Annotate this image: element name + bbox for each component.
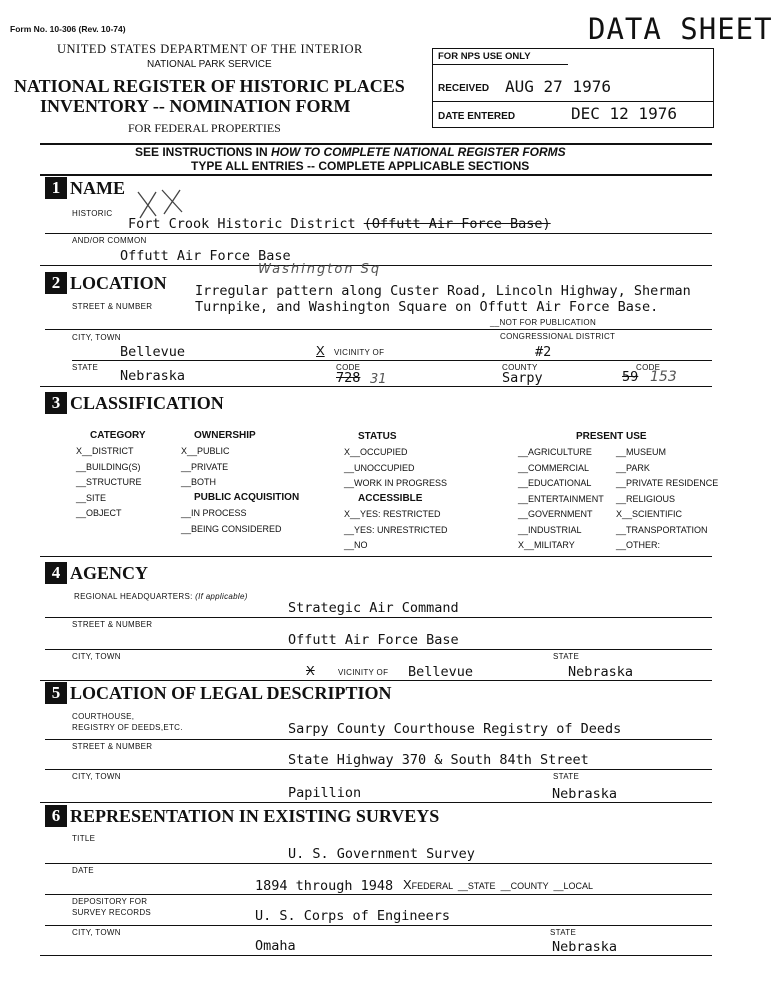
survey-records-label: SURVEY RECORDS xyxy=(72,908,152,917)
hq-label: REGIONAL HEADQUARTERS: (If applicable) xyxy=(74,592,248,601)
city-label: CITY, TOWN xyxy=(72,772,121,781)
checkbox-object[interactable]: __OBJECT xyxy=(76,508,122,518)
checkbox-educational[interactable]: __EDUCATIONAL xyxy=(518,478,592,488)
state-label: STATE xyxy=(553,772,580,781)
ownership-heading: OWNERSHIP xyxy=(194,430,256,441)
present-use-col2 xyxy=(616,445,718,554)
hq-value: Strategic Air Command xyxy=(288,600,459,616)
section-number: 3 xyxy=(45,392,67,414)
nps-use-box xyxy=(432,48,714,128)
checkbox-federal[interactable]: XFEDERAL xyxy=(403,877,453,892)
state-label: STATE xyxy=(553,652,580,661)
historic-name: Fort Crook Historic District (Offutt Air Force Base) xyxy=(128,216,551,232)
section-4-header xyxy=(45,562,148,584)
checkbox-industrial[interactable]: __INDUSTRIAL xyxy=(518,524,582,535)
status-options xyxy=(344,445,447,492)
state-label: STATE xyxy=(72,363,99,372)
checkbox-entertainment[interactable]: __ENTERTAINMENT xyxy=(518,493,604,504)
category-heading: CATEGORY xyxy=(90,430,146,441)
checkbox-district[interactable]: X__DISTRICT xyxy=(76,446,134,456)
checkbox-both[interactable]: __BOTH xyxy=(181,477,217,487)
common-label: AND/OR COMMON xyxy=(72,236,147,245)
handwritten-note: Washington Sq xyxy=(258,262,382,277)
vicinity-label: VICINITY OF xyxy=(334,348,385,357)
section-3-header xyxy=(45,392,224,414)
date-entered-label: DATE ENTERED xyxy=(438,111,516,122)
city-value: Papillion xyxy=(288,785,362,801)
courthouse-value: Sarpy County Courthouse Registry of Deeds xyxy=(288,721,622,737)
city-label: CITY, TOWN xyxy=(72,928,121,937)
section-title: LOCATION OF LEGAL DESCRIPTION xyxy=(70,683,392,703)
checkbox-yes-restricted[interactable]: X__YES: RESTRICTED xyxy=(344,509,441,519)
form-number: Form No. 10-306 (Rev. 10-74) xyxy=(10,24,126,34)
code2-value: 59 xyxy=(622,369,639,385)
street-line-1: Irregular pattern along Custer Road, Lincoln Highway, Sherman xyxy=(195,283,691,299)
section-number: 6 xyxy=(45,805,67,827)
service-name: NATIONAL PARK SERVICE xyxy=(147,59,272,70)
section-title: REPRESENTATION IN EXISTING SURVEYS xyxy=(70,806,440,826)
section-number: 5 xyxy=(45,682,67,704)
checkbox-park[interactable]: __PARK xyxy=(616,462,650,473)
state-value: Nebraska xyxy=(120,368,186,384)
section-number: 4 xyxy=(45,562,67,584)
checkbox-commercial[interactable]: __COMMERCIAL xyxy=(518,462,590,473)
checkbox-structure[interactable]: __STRUCTURE xyxy=(76,477,142,487)
checkbox-local[interactable]: __LOCAL xyxy=(550,881,593,891)
date-label: DATE xyxy=(72,866,94,875)
state-value: Nebraska xyxy=(568,664,634,680)
ownership-options xyxy=(181,444,230,491)
section-6-header xyxy=(45,805,439,827)
checkbox-buildings[interactable]: __BUILDING(S) xyxy=(76,461,141,472)
instructions-line2: TYPE ALL ENTRIES -- COMPLETE APPLICABLE SECTIONS xyxy=(191,159,530,173)
section-title: LOCATION xyxy=(70,273,167,293)
congressional-label: CONGRESSIONAL DISTRICT xyxy=(500,332,616,341)
checkbox-other[interactable]: __OTHER: xyxy=(616,540,661,550)
survey-level-options xyxy=(403,877,593,892)
courthouse-label: COURTHOUSE, xyxy=(72,712,135,721)
checkbox-agriculture[interactable]: __AGRICULTURE xyxy=(518,447,592,457)
section-2-header xyxy=(45,272,167,294)
city-value: Bellevue xyxy=(408,664,474,680)
checkbox-government[interactable]: __GOVERNMENT xyxy=(518,509,593,519)
checkbox-transportation[interactable]: __TRANSPORTATION xyxy=(616,524,708,535)
section-number: 2 xyxy=(45,272,67,294)
acquisition-heading: PUBLIC ACQUISITION xyxy=(194,492,300,503)
code-label: CODE xyxy=(336,363,361,372)
state-label: STATE xyxy=(550,928,577,937)
acquisition-options xyxy=(181,506,282,537)
city-label: CITY, TOWN xyxy=(72,333,121,342)
street-label: STREET & NUMBER xyxy=(72,620,153,629)
handwritten-x-marks xyxy=(132,186,192,224)
not-for-publication: __NOT FOR PUBLICATION xyxy=(490,318,597,327)
registry-label: REGISTRY OF DEEDS,ETC. xyxy=(72,723,183,732)
code2-label: CODE xyxy=(636,363,661,372)
checkbox-being-considered[interactable]: __BEING CONSIDERED xyxy=(181,523,282,534)
nps-use-label: FOR NPS USE ONLY xyxy=(438,51,531,62)
checkbox-scientific[interactable]: X__SCIENTIFIC xyxy=(616,509,683,519)
code-handwritten: 31 xyxy=(370,372,387,387)
checkbox-religious[interactable]: __RELIGIOUS xyxy=(616,493,676,504)
status-heading: STATUS xyxy=(358,431,397,442)
checkbox-museum[interactable]: __MUSEUM xyxy=(616,447,667,457)
checkbox-work-in-progress[interactable]: __WORK IN PROGRESS xyxy=(344,478,448,488)
checkbox-military[interactable]: X__MILITARY xyxy=(518,540,575,550)
county-value: Sarpy xyxy=(502,370,543,386)
checkbox-unoccupied[interactable]: __UNOCCUPIED xyxy=(344,462,415,473)
code2-handwritten: 153 xyxy=(650,369,677,385)
section-title: NAME xyxy=(70,178,125,198)
federal-properties-label: FOR FEDERAL PROPERTIES xyxy=(128,121,281,135)
present-use-col1 xyxy=(518,445,604,554)
street-label: STREET & NUMBER xyxy=(72,302,153,311)
city-value: Bellevue xyxy=(120,344,186,360)
code-value: 728 xyxy=(336,370,361,386)
checkbox-county[interactable]: __COUNTY xyxy=(498,881,549,891)
checkbox-in-process[interactable]: __IN PROCESS xyxy=(181,508,247,518)
instructions-line1: SEE INSTRUCTIONS IN HOW TO COMPLETE NATIONAL REGISTER FORMS xyxy=(135,145,566,159)
congressional-value: #2 xyxy=(535,344,552,360)
checkbox-occupied[interactable]: X__OCCUPIED xyxy=(344,447,408,457)
section-number: 1 xyxy=(45,177,67,199)
department-name: UNITED STATES DEPARTMENT OF THE INTERIOR xyxy=(57,42,363,56)
checkbox-site[interactable]: __SITE xyxy=(76,492,107,503)
accessible-options xyxy=(344,507,448,554)
date-value: 1894 through 1948 xyxy=(255,878,394,894)
received-stamp: AUG 27 1976 xyxy=(505,77,611,96)
section-1-header xyxy=(45,177,125,199)
depository-value: U. S. Corps of Engineers xyxy=(255,908,451,924)
accessible-heading: ACCESSIBLE xyxy=(358,493,423,504)
instructions-rule xyxy=(40,174,712,176)
checkbox-private-residence[interactable]: __PRIVATE RESIDENCE xyxy=(616,478,719,488)
street-line-2: Turnpike, and Washington Square on Offutt Air Force Base. xyxy=(195,299,659,315)
city-label: CITY, TOWN xyxy=(72,652,121,661)
vicinity-mark: X xyxy=(306,663,315,678)
data-sheet-stamp: DATA SHEET xyxy=(588,12,773,46)
historic-label: HISTORIC xyxy=(72,209,113,218)
survey-title-label: TITLE xyxy=(72,834,96,843)
checkbox-state[interactable]: __STATE xyxy=(455,881,496,891)
checkbox-private[interactable]: __PRIVATE xyxy=(181,461,229,472)
section-title: CLASSIFICATION xyxy=(70,393,224,413)
state-value: Nebraska xyxy=(552,939,618,955)
form-title-line1: NATIONAL REGISTER OF HISTORIC PLACES xyxy=(14,76,405,96)
date-entered-stamp: DEC 12 1976 xyxy=(571,104,677,123)
section-title: AGENCY xyxy=(70,563,149,583)
checkbox-public[interactable]: X__PUBLIC xyxy=(181,446,230,456)
vicinity-mark: X xyxy=(316,343,325,358)
received-label: RECEIVED xyxy=(438,83,490,94)
common-name: Offutt Air Force Base xyxy=(120,248,291,264)
vicinity-label: VICINITY OF xyxy=(338,668,389,677)
section-5-header xyxy=(45,682,392,704)
form-title-line2: INVENTORY -- NOMINATION FORM xyxy=(40,96,351,116)
state-value: Nebraska xyxy=(552,786,618,802)
checkbox-no[interactable]: __NO xyxy=(344,540,368,550)
depository-label: DEPOSITORY FOR xyxy=(72,897,148,906)
street-label: STREET & NUMBER xyxy=(72,742,153,751)
present-use-heading: PRESENT USE xyxy=(576,431,647,442)
checkbox-yes-unrestricted[interactable]: __YES: UNRESTRICTED xyxy=(344,524,448,535)
county-label: COUNTY xyxy=(502,363,538,372)
street-value: Offutt Air Force Base xyxy=(288,632,459,648)
category-options xyxy=(76,444,142,522)
city-value: Omaha xyxy=(255,938,296,954)
survey-title-value: U. S. Government Survey xyxy=(288,846,475,862)
street-value: State Highway 370 & South 84th Street xyxy=(288,752,589,768)
